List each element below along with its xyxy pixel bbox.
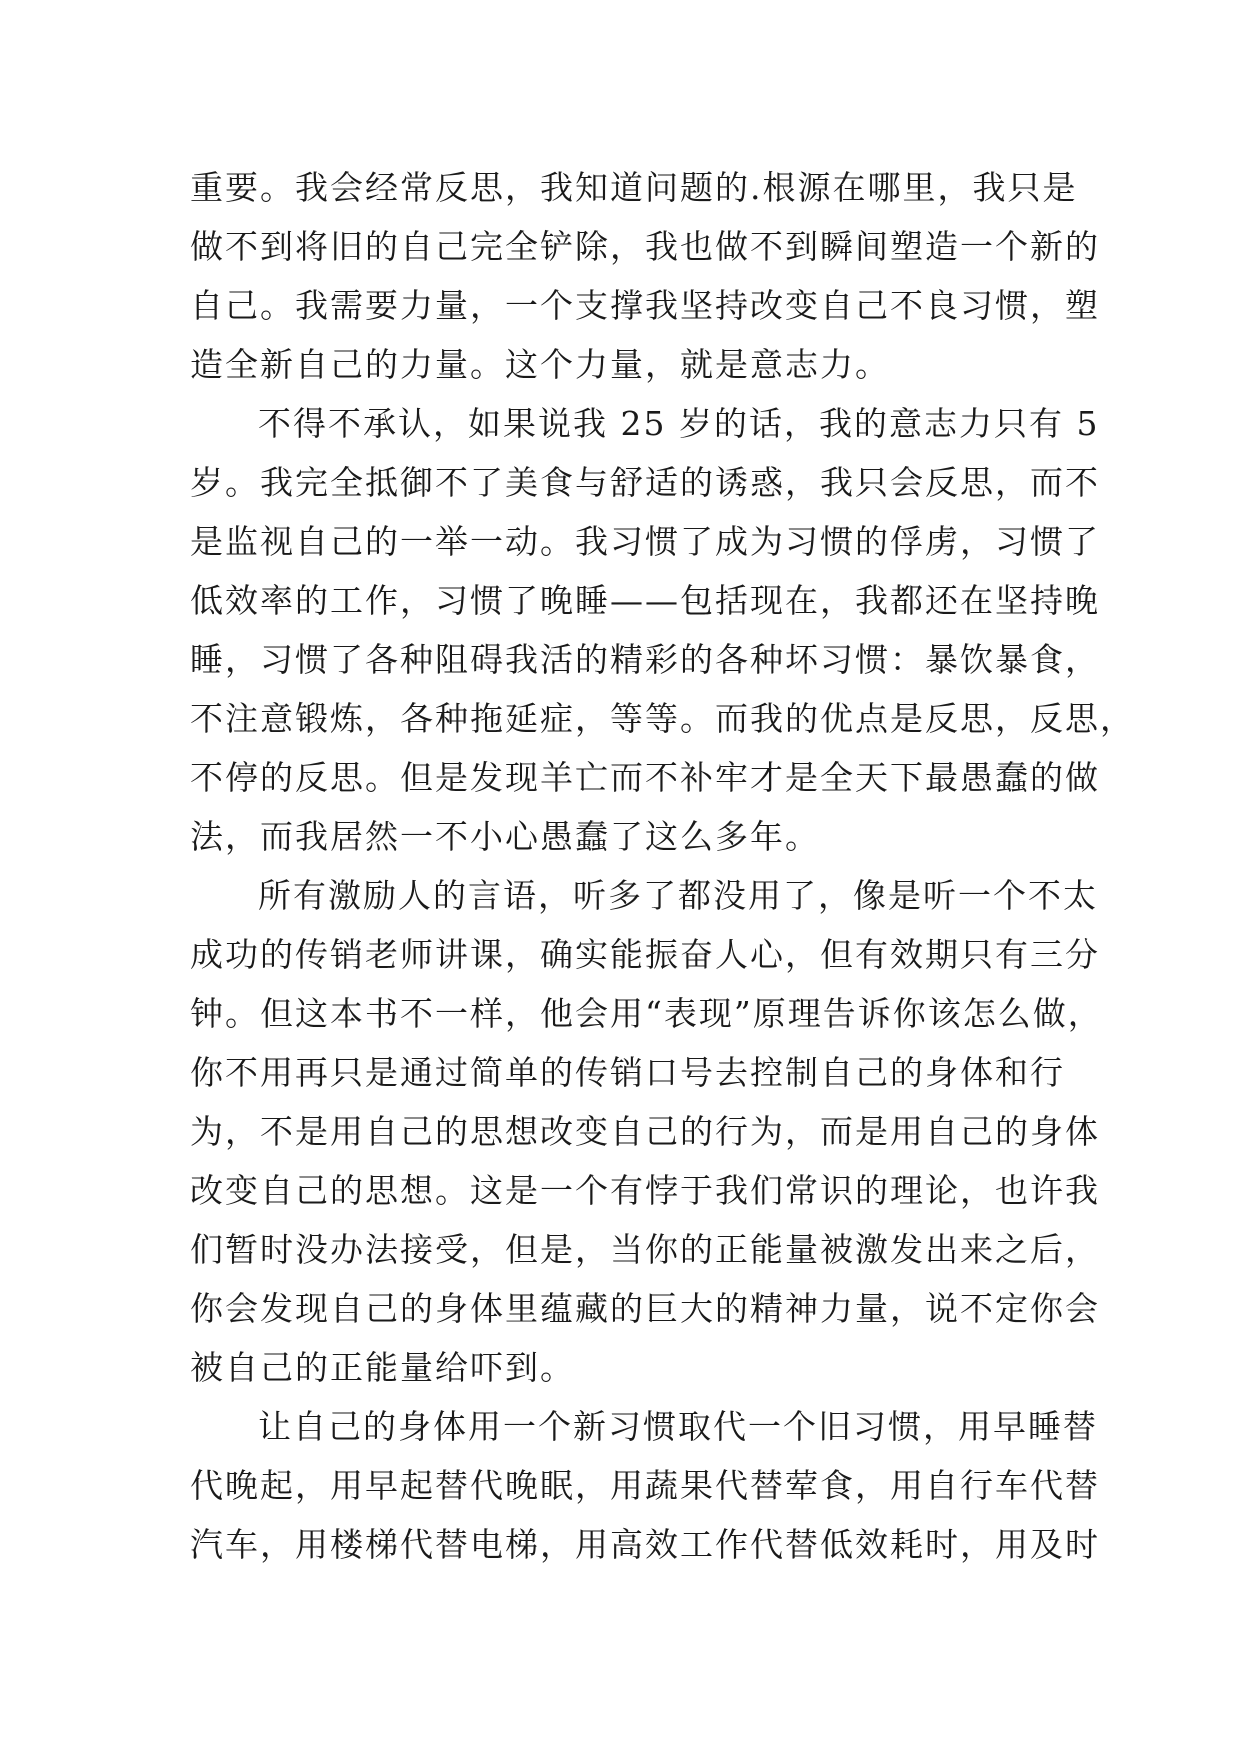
text-line: 你会发现自己的身体里蕴藏的巨大的精神力量，说不定你会	[190, 1289, 1100, 1328]
text-line: 不停的反思。但是发现羊亡而不补牢才是全天下最愚蠢的做	[190, 758, 1100, 797]
text-line: 造全新自己的力量。这个力量，就是意志力。	[190, 345, 890, 384]
text-line: 所有激励人的言语，听多了都没用了，像是听一个不太	[258, 876, 1098, 915]
text-line: 岁。我完全抵御不了美食与舒适的诱惑，我只会反思，而不	[190, 463, 1100, 502]
text-line: 自己。我需要力量，一个支撑我坚持改变自己不良习惯，塑	[190, 286, 1100, 325]
text-line: 低效率的工作，习惯了晚睡——包括现在，我都还在坚持晚	[190, 581, 1100, 620]
text-line: 重要。我会经常反思，我知道问题的.根源在哪里，我只是	[190, 168, 1078, 207]
paragraph-4	[190, 1397, 1100, 1574]
body-text	[190, 158, 1135, 1574]
text-line: 汽车，用楼梯代替电梯，用高效工作代替低效耗时，用及时	[190, 1525, 1100, 1564]
text-line: 不得不承认，如果说我 25 岁的话，我的意志力只有 5	[258, 404, 1100, 443]
paragraph-1	[190, 158, 1100, 394]
text-line: 不注意锻炼，各种拖延症，等等。而我的优点是反思，反思，	[190, 699, 1135, 738]
text-line: 法，而我居然一不小心愚蠢了这么多年。	[190, 817, 820, 856]
text-line: 们暂时没办法接受，但是，当你的正能量被激发出来之后，	[190, 1230, 1100, 1269]
text-line: 成功的传销老师讲课，确实能振奋人心，但有效期只有三分	[190, 935, 1100, 974]
text-line: 被自己的正能量给吓到。	[190, 1348, 575, 1387]
paragraph-3	[190, 866, 1103, 1397]
text-line: 你不用再只是通过简单的传销口号去控制自己的身体和行	[190, 1053, 1065, 1092]
text-line: 让自己的身体用一个新习惯取代一个旧习惯，用早睡替	[258, 1407, 1098, 1446]
text-line: 钟。但这本书不一样，他会用“表现”原理告诉你该怎么做，	[190, 994, 1103, 1033]
text-line: 代晚起，用早起替代晚眠，用蔬果代替荤食，用自行车代替	[190, 1466, 1100, 1505]
text-line: 改变自己的思想。这是一个有悖于我们常识的理论，也许我	[190, 1171, 1100, 1210]
text-line: 是监视自己的一举一动。我习惯了成为习惯的俘虏，习惯了	[190, 522, 1100, 561]
text-line: 为，不是用自己的思想改变自己的行为，而是用自己的身体	[190, 1112, 1100, 1151]
text-line: 睡，习惯了各种阻碍我活的精彩的各种坏习惯：暴饮暴食，	[190, 640, 1100, 679]
text-line: 做不到将旧的自己完全铲除，我也做不到瞬间塑造一个新的	[190, 227, 1100, 266]
paragraph-2	[190, 394, 1135, 866]
